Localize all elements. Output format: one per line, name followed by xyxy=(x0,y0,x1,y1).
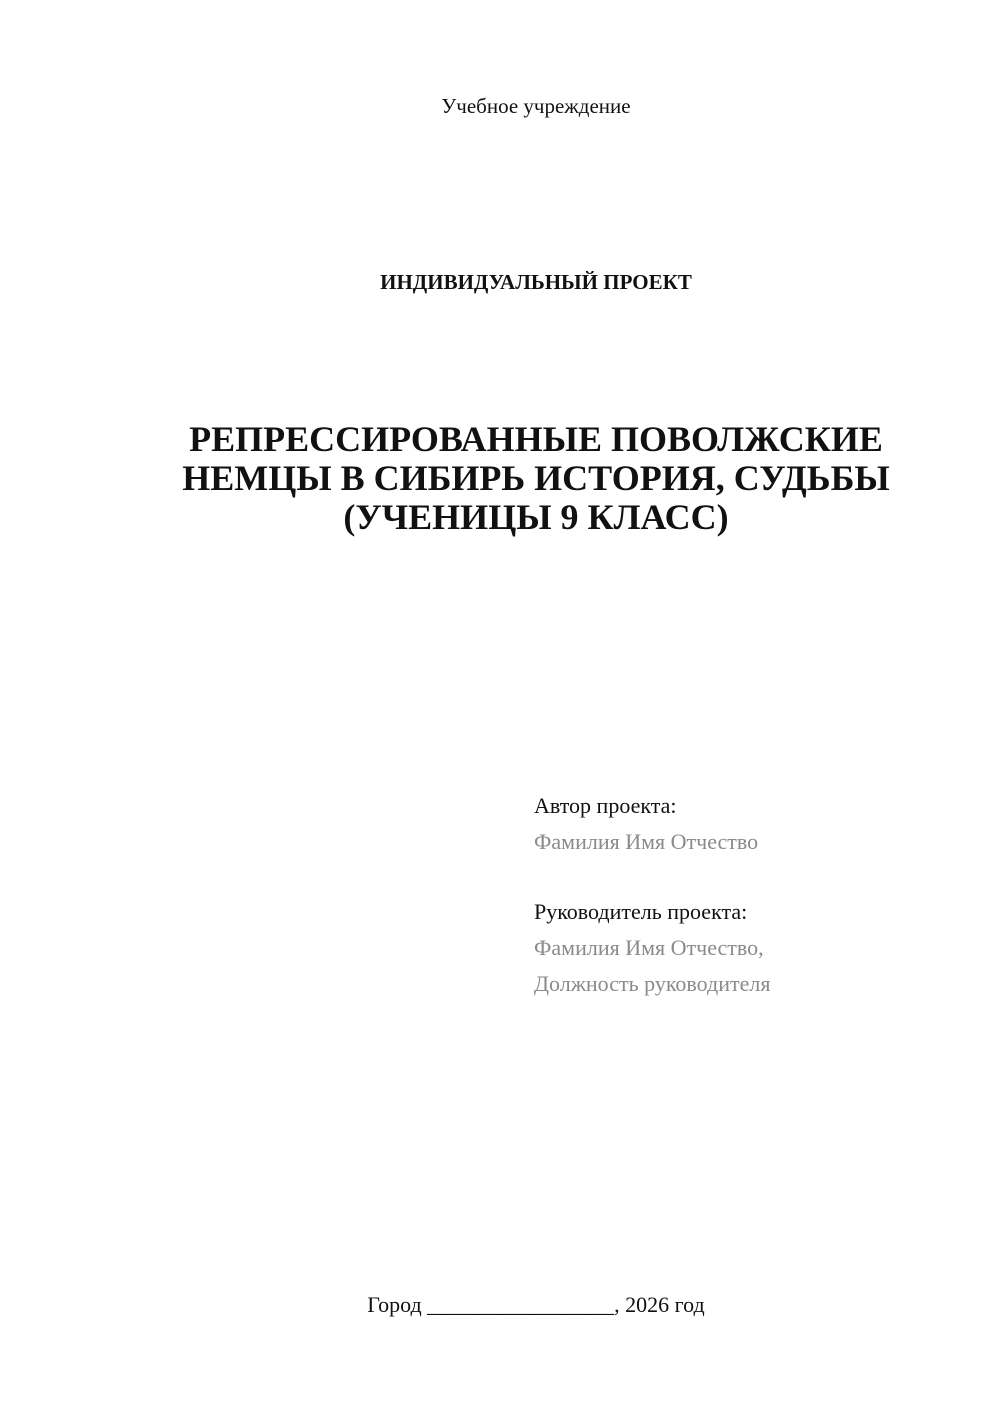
supervisor-label: Руководитель проекта: xyxy=(534,899,748,924)
project-title-line: НЕМЦЫ В СИБИРЬ ИСТОРИЯ, СУДЬБЫ xyxy=(182,458,890,498)
supervisor-position: Должность руководителя xyxy=(534,971,771,996)
project-title-line: РЕПРЕССИРОВАННЫЕ ПОВОЛЖСКИЕ xyxy=(189,419,883,459)
authors-block xyxy=(534,788,974,1002)
author-name: Фамилия Имя Отчество xyxy=(534,829,759,854)
document-type: ИНДИВИДУАЛЬНЫЙ ПРОЕКТ xyxy=(380,270,692,294)
project-title-line: (УЧЕНИЦЫ 9 КЛАСС) xyxy=(343,497,729,537)
city-year-line: Город _________________, 2026 год xyxy=(367,1292,705,1317)
supervisor-name: Фамилия Имя Отчество, xyxy=(534,935,764,960)
institution-name: Учебное учреждение xyxy=(441,94,631,118)
author-label: Автор проекта: xyxy=(534,793,677,818)
spacer xyxy=(534,860,974,894)
project-title xyxy=(110,420,962,537)
